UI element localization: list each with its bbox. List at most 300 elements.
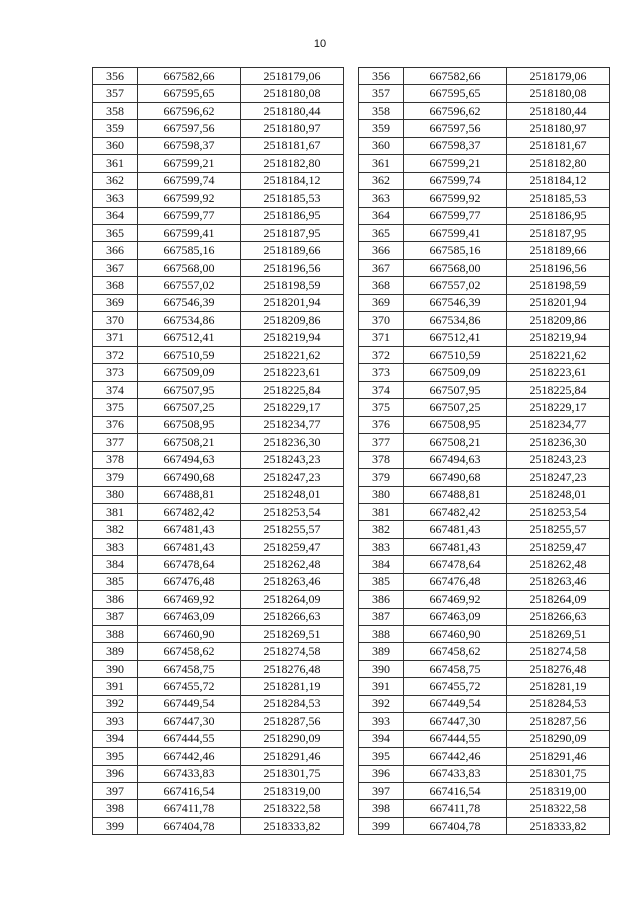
table-row xyxy=(93,68,344,85)
coordinates-table-right xyxy=(358,67,610,835)
x-coordinate-cell: 667585,16 xyxy=(404,242,507,259)
point-number-cell: 375 xyxy=(359,399,404,416)
table-row xyxy=(93,660,344,677)
point-number-cell: 357 xyxy=(359,85,404,102)
y-coordinate-cell: 2518185,53 xyxy=(507,190,610,207)
y-coordinate-cell: 2518322,58 xyxy=(241,800,344,817)
table-row xyxy=(359,416,610,433)
point-number-cell: 377 xyxy=(93,434,138,451)
y-coordinate-cell: 2518219,94 xyxy=(241,329,344,346)
y-coordinate-cell: 2518290,09 xyxy=(507,730,610,747)
point-number-cell: 360 xyxy=(359,137,404,154)
page-number: 10 xyxy=(313,38,327,50)
x-coordinate-cell: 667534,86 xyxy=(404,312,507,329)
point-number-cell: 369 xyxy=(93,294,138,311)
x-coordinate-cell: 667469,92 xyxy=(138,591,241,608)
y-coordinate-cell: 2518281,19 xyxy=(241,678,344,695)
x-coordinate-cell: 667597,56 xyxy=(404,120,507,137)
y-coordinate-cell: 2518276,48 xyxy=(507,660,610,677)
y-coordinate-cell: 2518243,23 xyxy=(241,451,344,468)
x-coordinate-cell: 667599,77 xyxy=(404,207,507,224)
x-coordinate-cell: 667411,78 xyxy=(138,800,241,817)
table-row xyxy=(93,312,344,329)
point-number-cell: 372 xyxy=(93,347,138,364)
x-coordinate-cell: 667568,00 xyxy=(138,259,241,276)
coordinates-table-left xyxy=(92,67,344,835)
y-coordinate-cell: 2518179,06 xyxy=(507,68,610,85)
table-row xyxy=(359,207,610,224)
point-number-cell: 375 xyxy=(93,399,138,416)
point-number-cell: 384 xyxy=(359,556,404,573)
table-row xyxy=(93,556,344,573)
table-row xyxy=(93,695,344,712)
x-coordinate-cell: 667455,72 xyxy=(404,678,507,695)
point-number-cell: 384 xyxy=(93,556,138,573)
y-coordinate-cell: 2518333,82 xyxy=(241,817,344,834)
x-coordinate-cell: 667476,48 xyxy=(404,573,507,590)
table-row xyxy=(359,451,610,468)
table-row xyxy=(359,643,610,660)
point-number-cell: 363 xyxy=(359,190,404,207)
y-coordinate-cell: 2518333,82 xyxy=(507,817,610,834)
table-row xyxy=(93,85,344,102)
x-coordinate-cell: 667404,78 xyxy=(404,817,507,834)
table-row xyxy=(359,713,610,730)
x-coordinate-cell: 667597,56 xyxy=(138,120,241,137)
table-row xyxy=(93,207,344,224)
x-coordinate-cell: 667596,62 xyxy=(138,102,241,119)
point-number-cell: 389 xyxy=(359,643,404,660)
point-number-cell: 388 xyxy=(93,626,138,643)
table-row xyxy=(359,242,610,259)
table-row xyxy=(359,556,610,573)
y-coordinate-cell: 2518236,30 xyxy=(507,434,610,451)
table-row xyxy=(359,172,610,189)
point-number-cell: 381 xyxy=(93,503,138,520)
table-row xyxy=(93,190,344,207)
x-coordinate-cell: 667442,46 xyxy=(138,748,241,765)
x-coordinate-cell: 667598,37 xyxy=(138,137,241,154)
table-row xyxy=(359,277,610,294)
y-coordinate-cell: 2518262,48 xyxy=(241,556,344,573)
x-coordinate-cell: 667510,59 xyxy=(138,347,241,364)
y-coordinate-cell: 2518253,54 xyxy=(241,503,344,520)
table-row xyxy=(359,294,610,311)
point-number-cell: 367 xyxy=(93,259,138,276)
table-row xyxy=(359,347,610,364)
table-row xyxy=(93,486,344,503)
point-number-cell: 358 xyxy=(359,102,404,119)
table-row xyxy=(93,643,344,660)
y-coordinate-cell: 2518198,59 xyxy=(507,277,610,294)
y-coordinate-cell: 2518223,61 xyxy=(507,364,610,381)
point-number-cell: 359 xyxy=(93,120,138,137)
y-coordinate-cell: 2518248,01 xyxy=(241,486,344,503)
point-number-cell: 367 xyxy=(359,259,404,276)
table-row xyxy=(93,224,344,241)
table-row xyxy=(359,68,610,85)
y-coordinate-cell: 2518189,66 xyxy=(507,242,610,259)
table-row xyxy=(93,608,344,625)
table-row xyxy=(93,591,344,608)
x-coordinate-cell: 667460,90 xyxy=(404,626,507,643)
point-number-cell: 385 xyxy=(359,573,404,590)
y-coordinate-cell: 2518201,94 xyxy=(507,294,610,311)
table-row xyxy=(93,748,344,765)
table-row xyxy=(359,591,610,608)
point-number-cell: 379 xyxy=(93,469,138,486)
point-number-cell: 397 xyxy=(93,782,138,799)
y-coordinate-cell: 2518180,44 xyxy=(241,102,344,119)
point-number-cell: 385 xyxy=(93,573,138,590)
y-coordinate-cell: 2518221,62 xyxy=(507,347,610,364)
table-row xyxy=(93,329,344,346)
point-number-cell: 392 xyxy=(93,695,138,712)
y-coordinate-cell: 2518284,53 xyxy=(507,695,610,712)
point-number-cell: 382 xyxy=(359,521,404,538)
point-number-cell: 361 xyxy=(93,155,138,172)
table-row xyxy=(359,381,610,398)
x-coordinate-cell: 667490,68 xyxy=(404,469,507,486)
point-number-cell: 393 xyxy=(359,713,404,730)
point-number-cell: 378 xyxy=(93,451,138,468)
point-number-cell: 380 xyxy=(93,486,138,503)
point-number-cell: 373 xyxy=(359,364,404,381)
point-number-cell: 373 xyxy=(93,364,138,381)
x-coordinate-cell: 667508,95 xyxy=(138,416,241,433)
y-coordinate-cell: 2518263,46 xyxy=(241,573,344,590)
x-coordinate-cell: 667512,41 xyxy=(138,329,241,346)
x-coordinate-cell: 667599,77 xyxy=(138,207,241,224)
y-coordinate-cell: 2518263,46 xyxy=(507,573,610,590)
point-number-cell: 357 xyxy=(93,85,138,102)
y-coordinate-cell: 2518219,94 xyxy=(507,329,610,346)
table-row xyxy=(93,102,344,119)
x-coordinate-cell: 667488,81 xyxy=(138,486,241,503)
table-row xyxy=(93,399,344,416)
point-number-cell: 397 xyxy=(359,782,404,799)
y-coordinate-cell: 2518319,00 xyxy=(507,782,610,799)
y-coordinate-cell: 2518287,56 xyxy=(507,713,610,730)
x-coordinate-cell: 667416,54 xyxy=(138,782,241,799)
table-row xyxy=(359,503,610,520)
x-coordinate-cell: 667482,42 xyxy=(138,503,241,520)
table-row xyxy=(359,678,610,695)
y-coordinate-cell: 2518201,94 xyxy=(241,294,344,311)
x-coordinate-cell: 667599,21 xyxy=(138,155,241,172)
y-coordinate-cell: 2518186,95 xyxy=(507,207,610,224)
table-row xyxy=(359,190,610,207)
x-coordinate-cell: 667476,48 xyxy=(138,573,241,590)
y-coordinate-cell: 2518187,95 xyxy=(241,224,344,241)
point-number-cell: 383 xyxy=(93,538,138,555)
y-coordinate-cell: 2518225,84 xyxy=(507,381,610,398)
y-coordinate-cell: 2518185,53 xyxy=(241,190,344,207)
point-number-cell: 398 xyxy=(359,800,404,817)
table-row xyxy=(93,294,344,311)
y-coordinate-cell: 2518319,00 xyxy=(241,782,344,799)
table-row xyxy=(93,817,344,834)
point-number-cell: 370 xyxy=(359,312,404,329)
x-coordinate-cell: 667458,62 xyxy=(404,643,507,660)
table-row xyxy=(359,364,610,381)
y-coordinate-cell: 2518264,09 xyxy=(507,591,610,608)
x-coordinate-cell: 667557,02 xyxy=(138,277,241,294)
x-coordinate-cell: 667433,83 xyxy=(404,765,507,782)
x-coordinate-cell: 667463,09 xyxy=(404,608,507,625)
point-number-cell: 395 xyxy=(93,748,138,765)
point-number-cell: 366 xyxy=(359,242,404,259)
point-number-cell: 366 xyxy=(93,242,138,259)
point-number-cell: 391 xyxy=(93,678,138,695)
point-number-cell: 383 xyxy=(359,538,404,555)
y-coordinate-cell: 2518180,97 xyxy=(507,120,610,137)
table-row xyxy=(359,102,610,119)
table-row xyxy=(359,486,610,503)
point-number-cell: 364 xyxy=(359,207,404,224)
x-coordinate-cell: 667481,43 xyxy=(404,521,507,538)
y-coordinate-cell: 2518184,12 xyxy=(241,172,344,189)
y-coordinate-cell: 2518262,48 xyxy=(507,556,610,573)
x-coordinate-cell: 667507,95 xyxy=(138,381,241,398)
point-number-cell: 393 xyxy=(93,713,138,730)
x-coordinate-cell: 667444,55 xyxy=(404,730,507,747)
y-coordinate-cell: 2518180,08 xyxy=(241,85,344,102)
table-row xyxy=(359,800,610,817)
x-coordinate-cell: 667469,92 xyxy=(404,591,507,608)
table-row xyxy=(93,521,344,538)
point-number-cell: 387 xyxy=(93,608,138,625)
table-row xyxy=(93,434,344,451)
x-coordinate-cell: 667481,43 xyxy=(404,538,507,555)
point-number-cell: 356 xyxy=(359,68,404,85)
point-number-cell: 394 xyxy=(93,730,138,747)
y-coordinate-cell: 2518186,95 xyxy=(241,207,344,224)
x-coordinate-cell: 667557,02 xyxy=(404,277,507,294)
y-coordinate-cell: 2518234,77 xyxy=(507,416,610,433)
y-coordinate-cell: 2518209,86 xyxy=(241,312,344,329)
x-coordinate-cell: 667488,81 xyxy=(404,486,507,503)
table-row xyxy=(359,120,610,137)
x-coordinate-cell: 667404,78 xyxy=(138,817,241,834)
point-number-cell: 362 xyxy=(93,172,138,189)
x-coordinate-cell: 667509,09 xyxy=(404,364,507,381)
table-row xyxy=(359,538,610,555)
y-coordinate-cell: 2518196,56 xyxy=(241,259,344,276)
x-coordinate-cell: 667481,43 xyxy=(138,538,241,555)
point-number-cell: 371 xyxy=(359,329,404,346)
x-coordinate-cell: 667478,64 xyxy=(404,556,507,573)
x-coordinate-cell: 667599,92 xyxy=(404,190,507,207)
table-row xyxy=(359,399,610,416)
y-coordinate-cell: 2518180,97 xyxy=(241,120,344,137)
y-coordinate-cell: 2518290,09 xyxy=(241,730,344,747)
point-number-cell: 381 xyxy=(359,503,404,520)
y-coordinate-cell: 2518182,80 xyxy=(507,155,610,172)
table-row xyxy=(359,660,610,677)
table-row xyxy=(93,503,344,520)
table-row xyxy=(359,817,610,834)
y-coordinate-cell: 2518291,46 xyxy=(241,748,344,765)
y-coordinate-cell: 2518274,58 xyxy=(507,643,610,660)
y-coordinate-cell: 2518223,61 xyxy=(241,364,344,381)
table-row xyxy=(93,800,344,817)
point-number-cell: 374 xyxy=(359,381,404,398)
x-coordinate-cell: 667482,42 xyxy=(404,503,507,520)
y-coordinate-cell: 2518276,48 xyxy=(241,660,344,677)
point-number-cell: 377 xyxy=(359,434,404,451)
table-row xyxy=(93,155,344,172)
point-number-cell: 359 xyxy=(359,120,404,137)
y-coordinate-cell: 2518287,56 xyxy=(241,713,344,730)
x-coordinate-cell: 667490,68 xyxy=(138,469,241,486)
point-number-cell: 361 xyxy=(359,155,404,172)
x-coordinate-cell: 667595,65 xyxy=(404,85,507,102)
y-coordinate-cell: 2518209,86 xyxy=(507,312,610,329)
point-number-cell: 374 xyxy=(93,381,138,398)
table-row xyxy=(93,469,344,486)
point-number-cell: 376 xyxy=(359,416,404,433)
table-row xyxy=(359,259,610,276)
y-coordinate-cell: 2518180,44 xyxy=(507,102,610,119)
point-number-cell: 372 xyxy=(359,347,404,364)
table-row xyxy=(359,608,610,625)
point-number-cell: 382 xyxy=(93,521,138,538)
point-number-cell: 363 xyxy=(93,190,138,207)
x-coordinate-cell: 667411,78 xyxy=(404,800,507,817)
y-coordinate-cell: 2518259,47 xyxy=(507,538,610,555)
point-number-cell: 362 xyxy=(359,172,404,189)
y-coordinate-cell: 2518322,58 xyxy=(507,800,610,817)
table-row xyxy=(359,434,610,451)
x-coordinate-cell: 667595,65 xyxy=(138,85,241,102)
point-number-cell: 399 xyxy=(359,817,404,834)
x-coordinate-cell: 667534,86 xyxy=(138,312,241,329)
x-coordinate-cell: 667596,62 xyxy=(404,102,507,119)
table-row xyxy=(93,713,344,730)
table-row xyxy=(359,224,610,241)
x-coordinate-cell: 667481,43 xyxy=(138,521,241,538)
y-coordinate-cell: 2518221,62 xyxy=(241,347,344,364)
x-coordinate-cell: 667585,16 xyxy=(138,242,241,259)
table-row xyxy=(359,155,610,172)
x-coordinate-cell: 667458,62 xyxy=(138,643,241,660)
point-number-cell: 398 xyxy=(93,800,138,817)
table-row xyxy=(359,85,610,102)
table-row xyxy=(93,730,344,747)
table-row xyxy=(359,695,610,712)
table-row xyxy=(93,259,344,276)
table-row xyxy=(359,469,610,486)
point-number-cell: 365 xyxy=(359,224,404,241)
x-coordinate-cell: 667458,75 xyxy=(404,660,507,677)
y-coordinate-cell: 2518266,63 xyxy=(507,608,610,625)
y-coordinate-cell: 2518182,80 xyxy=(241,155,344,172)
y-coordinate-cell: 2518266,63 xyxy=(241,608,344,625)
y-coordinate-cell: 2518181,67 xyxy=(507,137,610,154)
y-coordinate-cell: 2518259,47 xyxy=(241,538,344,555)
y-coordinate-cell: 2518269,51 xyxy=(507,626,610,643)
y-coordinate-cell: 2518189,66 xyxy=(241,242,344,259)
y-coordinate-cell: 2518187,95 xyxy=(507,224,610,241)
y-coordinate-cell: 2518229,17 xyxy=(241,399,344,416)
y-coordinate-cell: 2518301,75 xyxy=(241,765,344,782)
y-coordinate-cell: 2518184,12 xyxy=(507,172,610,189)
y-coordinate-cell: 2518180,08 xyxy=(507,85,610,102)
table-row xyxy=(359,626,610,643)
point-number-cell: 388 xyxy=(359,626,404,643)
x-coordinate-cell: 667449,54 xyxy=(138,695,241,712)
x-coordinate-cell: 667512,41 xyxy=(404,329,507,346)
point-number-cell: 364 xyxy=(93,207,138,224)
point-number-cell: 396 xyxy=(359,765,404,782)
table-row xyxy=(359,765,610,782)
x-coordinate-cell: 667507,25 xyxy=(404,399,507,416)
table-row xyxy=(93,364,344,381)
table-row xyxy=(359,730,610,747)
x-coordinate-cell: 667599,92 xyxy=(138,190,241,207)
table-row xyxy=(93,782,344,799)
table-row xyxy=(93,626,344,643)
x-coordinate-cell: 667598,37 xyxy=(404,137,507,154)
table-row xyxy=(359,329,610,346)
point-number-cell: 378 xyxy=(359,451,404,468)
x-coordinate-cell: 667546,39 xyxy=(138,294,241,311)
point-number-cell: 387 xyxy=(359,608,404,625)
y-coordinate-cell: 2518196,56 xyxy=(507,259,610,276)
point-number-cell: 370 xyxy=(93,312,138,329)
x-coordinate-cell: 667568,00 xyxy=(404,259,507,276)
y-coordinate-cell: 2518269,51 xyxy=(241,626,344,643)
y-coordinate-cell: 2518255,57 xyxy=(507,521,610,538)
y-coordinate-cell: 2518301,75 xyxy=(507,765,610,782)
y-coordinate-cell: 2518291,46 xyxy=(507,748,610,765)
y-coordinate-cell: 2518225,84 xyxy=(241,381,344,398)
table-row xyxy=(93,416,344,433)
x-coordinate-cell: 667463,09 xyxy=(138,608,241,625)
x-coordinate-cell: 667599,41 xyxy=(138,224,241,241)
y-coordinate-cell: 2518248,01 xyxy=(507,486,610,503)
table-row xyxy=(359,573,610,590)
table-row xyxy=(93,765,344,782)
table-row xyxy=(93,277,344,294)
x-coordinate-cell: 667416,54 xyxy=(404,782,507,799)
x-coordinate-cell: 667478,64 xyxy=(138,556,241,573)
point-number-cell: 386 xyxy=(359,591,404,608)
point-number-cell: 371 xyxy=(93,329,138,346)
x-coordinate-cell: 667509,09 xyxy=(138,364,241,381)
point-number-cell: 379 xyxy=(359,469,404,486)
x-coordinate-cell: 667449,54 xyxy=(404,695,507,712)
point-number-cell: 396 xyxy=(93,765,138,782)
table-row xyxy=(93,347,344,364)
table-row xyxy=(93,678,344,695)
x-coordinate-cell: 667599,74 xyxy=(138,172,241,189)
y-coordinate-cell: 2518247,23 xyxy=(507,469,610,486)
y-coordinate-cell: 2518255,57 xyxy=(241,521,344,538)
y-coordinate-cell: 2518247,23 xyxy=(241,469,344,486)
x-coordinate-cell: 667582,66 xyxy=(138,68,241,85)
x-coordinate-cell: 667444,55 xyxy=(138,730,241,747)
y-coordinate-cell: 2518264,09 xyxy=(241,591,344,608)
point-number-cell: 395 xyxy=(359,748,404,765)
y-coordinate-cell: 2518181,67 xyxy=(241,137,344,154)
y-coordinate-cell: 2518253,54 xyxy=(507,503,610,520)
x-coordinate-cell: 667447,30 xyxy=(404,713,507,730)
x-coordinate-cell: 667510,59 xyxy=(404,347,507,364)
table-row xyxy=(93,381,344,398)
point-number-cell: 368 xyxy=(93,277,138,294)
